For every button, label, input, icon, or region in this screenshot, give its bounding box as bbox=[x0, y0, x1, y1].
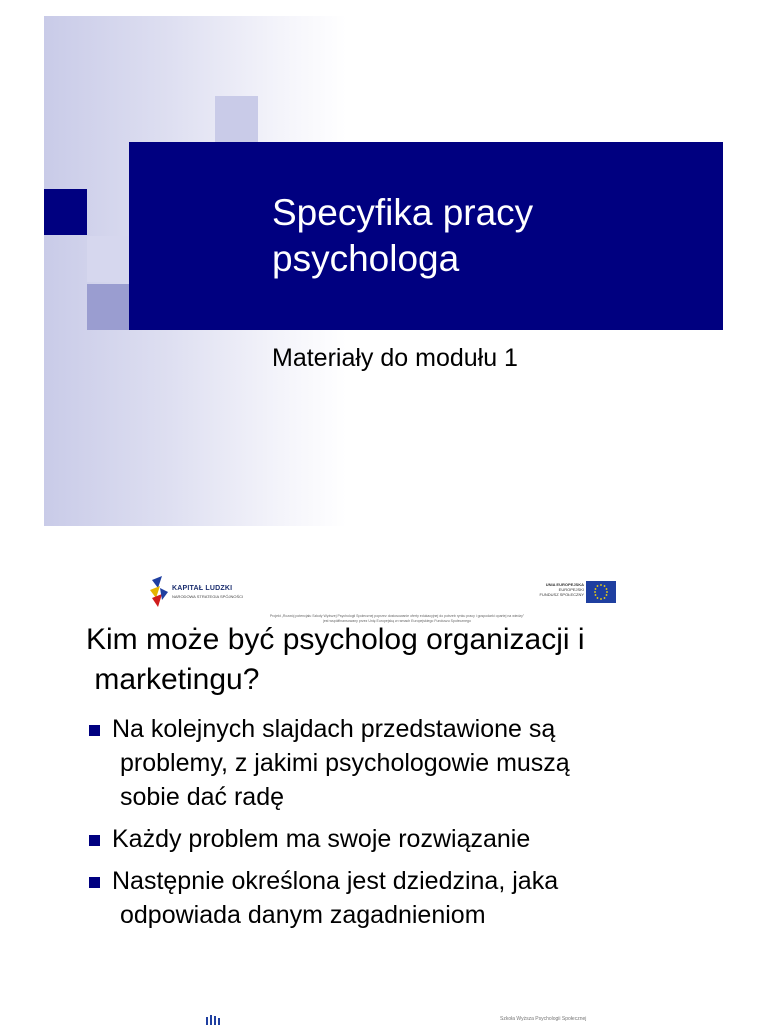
slide-heading-line: marketingu? bbox=[86, 663, 260, 696]
decor-square bbox=[87, 236, 130, 282]
bullet-list bbox=[86, 712, 726, 940]
kapital-ludzki-name: KAPITAŁ LUDZKI bbox=[172, 585, 233, 592]
slide-title-line: Specyfika pracy bbox=[272, 192, 534, 233]
kapital-ludzki-tagline: NARODOWA STRATEGIA SPÓJNOŚCI bbox=[172, 594, 244, 599]
bullet-text-line: sobie dać radę bbox=[120, 783, 285, 811]
eu-logo-line: UNIA EUROPEJSKA bbox=[545, 582, 584, 587]
kapital-ludzki-logo bbox=[148, 576, 248, 610]
kapital-ludzki-icon bbox=[148, 576, 170, 608]
bullet-text-line: Każdy problem ma swoje rozwiązanie bbox=[112, 825, 531, 853]
eu-logo-line: FUNDUSZ SPOŁECZNY bbox=[539, 592, 584, 597]
footer-logo-icon bbox=[200, 1012, 226, 1024]
project-note-line: jest współfinansowany przez Unię Europejską w ramach Europejskiego Funduszu Społecznego bbox=[323, 619, 471, 623]
slide-subtitle: Materiały do modułu 1 bbox=[272, 344, 518, 372]
eu-logo bbox=[536, 578, 618, 606]
footer-bars-icon bbox=[200, 1013, 226, 1025]
slide-heading-line: Kim może być psycholog organizacji i bbox=[86, 623, 585, 656]
decor-square bbox=[87, 284, 130, 330]
content-slide bbox=[0, 560, 768, 1024]
bullet-text-line: Na kolejnych slajdach przedstawione są bbox=[112, 715, 556, 743]
decor-square bbox=[215, 96, 258, 142]
decor-square bbox=[44, 189, 87, 235]
bullet-text-line: odpowiada danym zagadnieniom bbox=[120, 901, 486, 929]
slide-title bbox=[272, 190, 712, 282]
square-bullet-icon bbox=[89, 877, 100, 888]
bullet-item bbox=[86, 864, 726, 932]
bullet-item bbox=[86, 822, 726, 856]
square-bullet-icon bbox=[89, 725, 100, 736]
slide-title-line: psychologa bbox=[272, 238, 460, 279]
eu-stars-icon bbox=[586, 581, 616, 603]
eu-logo-text bbox=[536, 582, 584, 597]
eu-flag-icon bbox=[586, 581, 616, 603]
eu-logo-line: EUROPEJSKI bbox=[558, 587, 584, 592]
project-note-line: Projekt „Rozwój potencjału Szkoły Wyższej Psychologii Społecznej poprzez dostosowanie oferty edukacyjnej do potrzeb rynku pracy i gospodarki opartej na wiedzy" bbox=[269, 614, 525, 618]
bullet-text-line: problemy, z jakimi psychologowie muszą bbox=[120, 749, 570, 777]
bullet-item bbox=[86, 712, 726, 814]
bullet-text-line: Następnie określona jest dziedzina, jaka bbox=[112, 867, 559, 895]
footer-institution-text: Szkoła Wyższa Psychologii Społecznej bbox=[500, 1016, 587, 1022]
square-bullet-icon bbox=[89, 835, 100, 846]
slide-heading bbox=[86, 620, 726, 700]
